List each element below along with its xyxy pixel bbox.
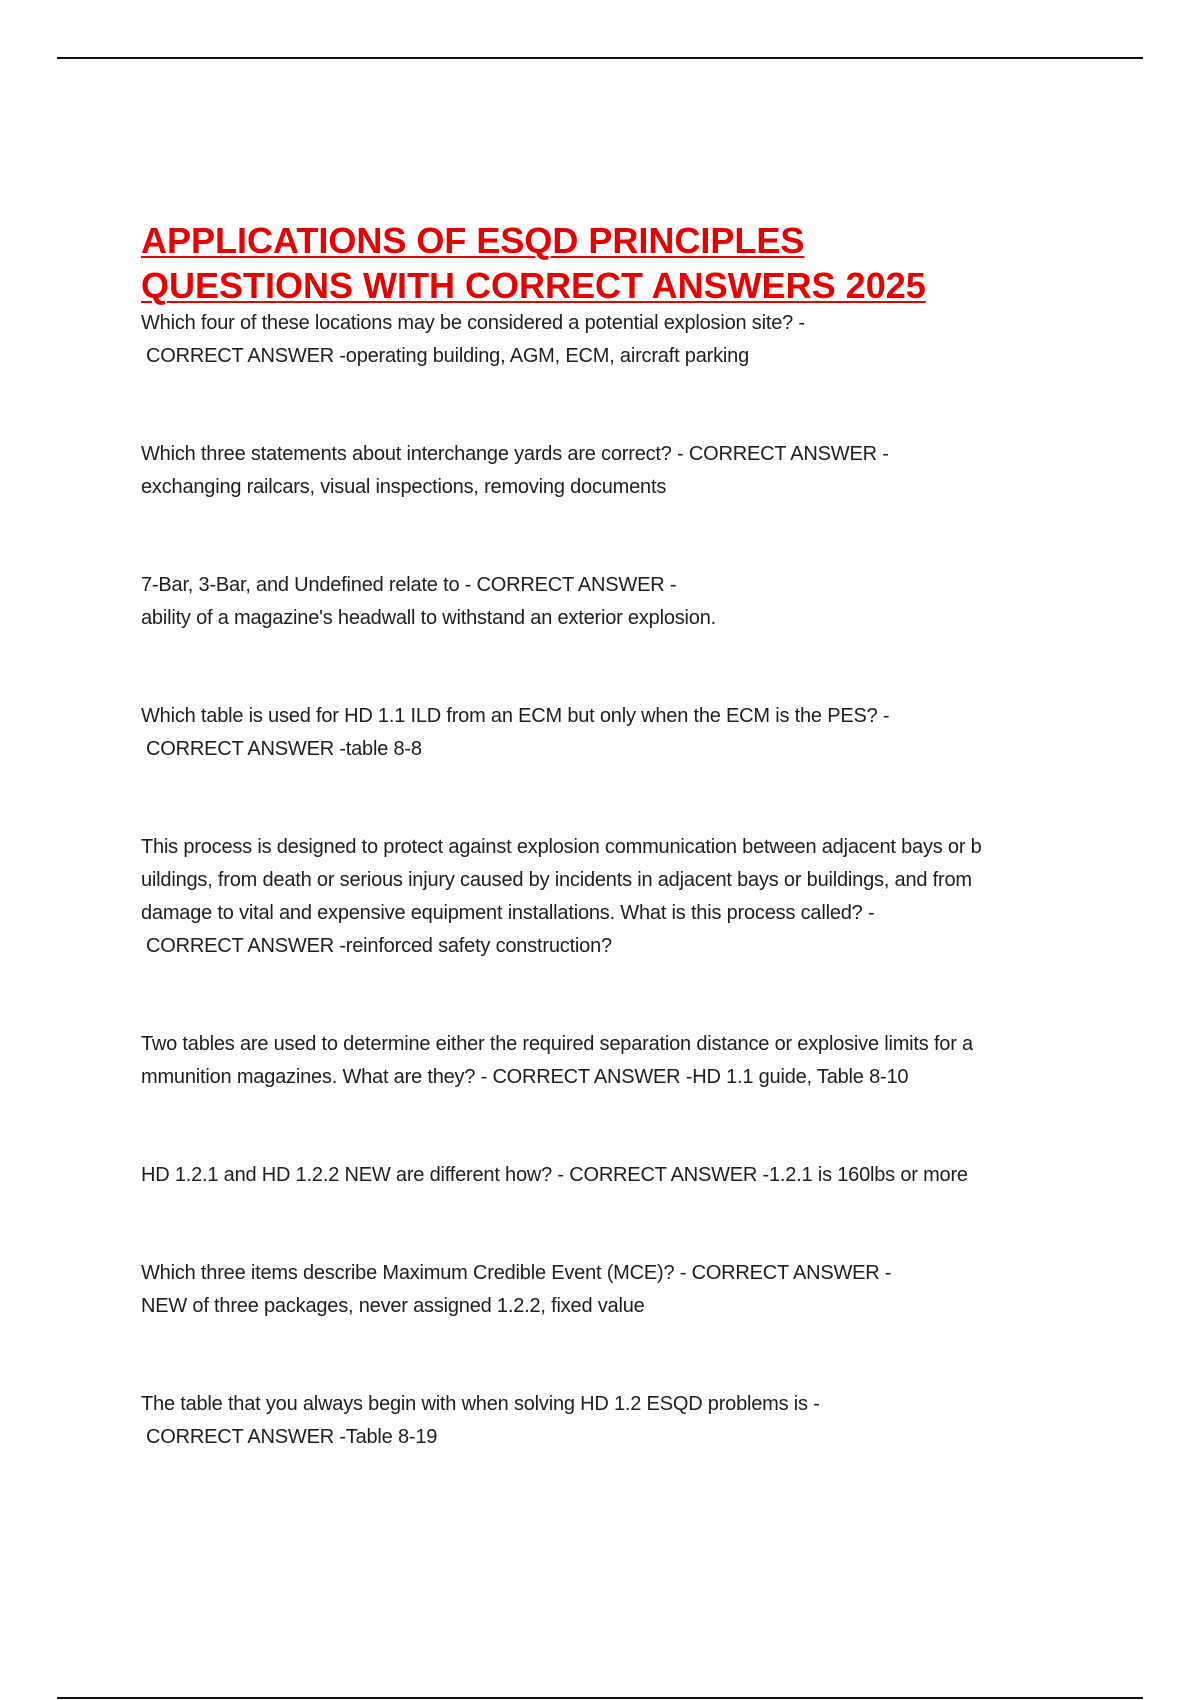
qa-line: ability of a magazine's headwall to withstand an exterior explosion.	[141, 607, 716, 629]
bottom-rule	[57, 1697, 1143, 1699]
qa-item-9	[141, 1388, 1061, 1454]
qa-item-6	[141, 1028, 1061, 1094]
qa-line: Which three statements about interchange yards are correct? - CORRECT ANSWER -	[141, 443, 889, 465]
qa-line: exchanging railcars, visual inspections, removing documents	[141, 476, 667, 498]
qa-line: CORRECT ANSWER -operating building, AGM, ECM, aircraft parking	[146, 345, 749, 367]
qa-item-1	[141, 307, 1061, 373]
qa-item-4	[141, 700, 1061, 766]
qa-line: NEW of three packages, never assigned 1.2.2, fixed value	[141, 1295, 645, 1317]
qa-line: CORRECT ANSWER -reinforced safety construction?	[146, 935, 612, 957]
qa-line: HD 1.2.1 and HD 1.2.2 NEW are different how? - CORRECT ANSWER -1.2.1 is 160lbs or more	[141, 1164, 968, 1186]
title-line-1: APPLICATIONS OF ESQD PRINCIPLES	[141, 220, 805, 261]
qa-line: Two tables are used to determine either the required separation distance or explosive limits for a	[141, 1033, 973, 1055]
qa-item-7	[141, 1159, 1061, 1192]
qa-item-5	[141, 831, 1061, 963]
qa-line: mmunition magazines. What are they? - CORRECT ANSWER -HD 1.1 guide, Table 8-10	[141, 1066, 909, 1088]
qa-item-8	[141, 1257, 1061, 1323]
qa-line: This process is designed to protect against explosion communication between adjacent bays or b	[141, 836, 982, 858]
document-title	[141, 218, 1041, 308]
top-rule	[57, 57, 1143, 59]
qa-line: uildings, from death or serious injury caused by incidents in adjacent bays or buildings, and from	[141, 869, 972, 891]
qa-line: Which three items describe Maximum Credible Event (MCE)? - CORRECT ANSWER -	[141, 1262, 892, 1284]
qa-item-3	[141, 569, 1061, 635]
qa-line: 7-Bar, 3-Bar, and Undefined relate to - CORRECT ANSWER -	[141, 574, 677, 596]
qa-line: Which table is used for HD 1.1 ILD from an ECM but only when the ECM is the PES? -	[141, 705, 890, 727]
qa-line: The table that you always begin with when solving HD 1.2 ESQD problems is -	[141, 1393, 820, 1415]
title-line-2: QUESTIONS WITH CORRECT ANSWERS 2025	[141, 265, 926, 306]
qa-line: damage to vital and expensive equipment installations. What is this process called? -	[141, 902, 875, 924]
qa-list	[141, 307, 1061, 1454]
qa-line: CORRECT ANSWER -table 8-8	[146, 738, 422, 760]
qa-item-2	[141, 438, 1061, 504]
qa-line: Which four of these locations may be considered a potential explosion site? -	[141, 312, 805, 334]
qa-line: CORRECT ANSWER -Table 8-19	[146, 1426, 438, 1448]
